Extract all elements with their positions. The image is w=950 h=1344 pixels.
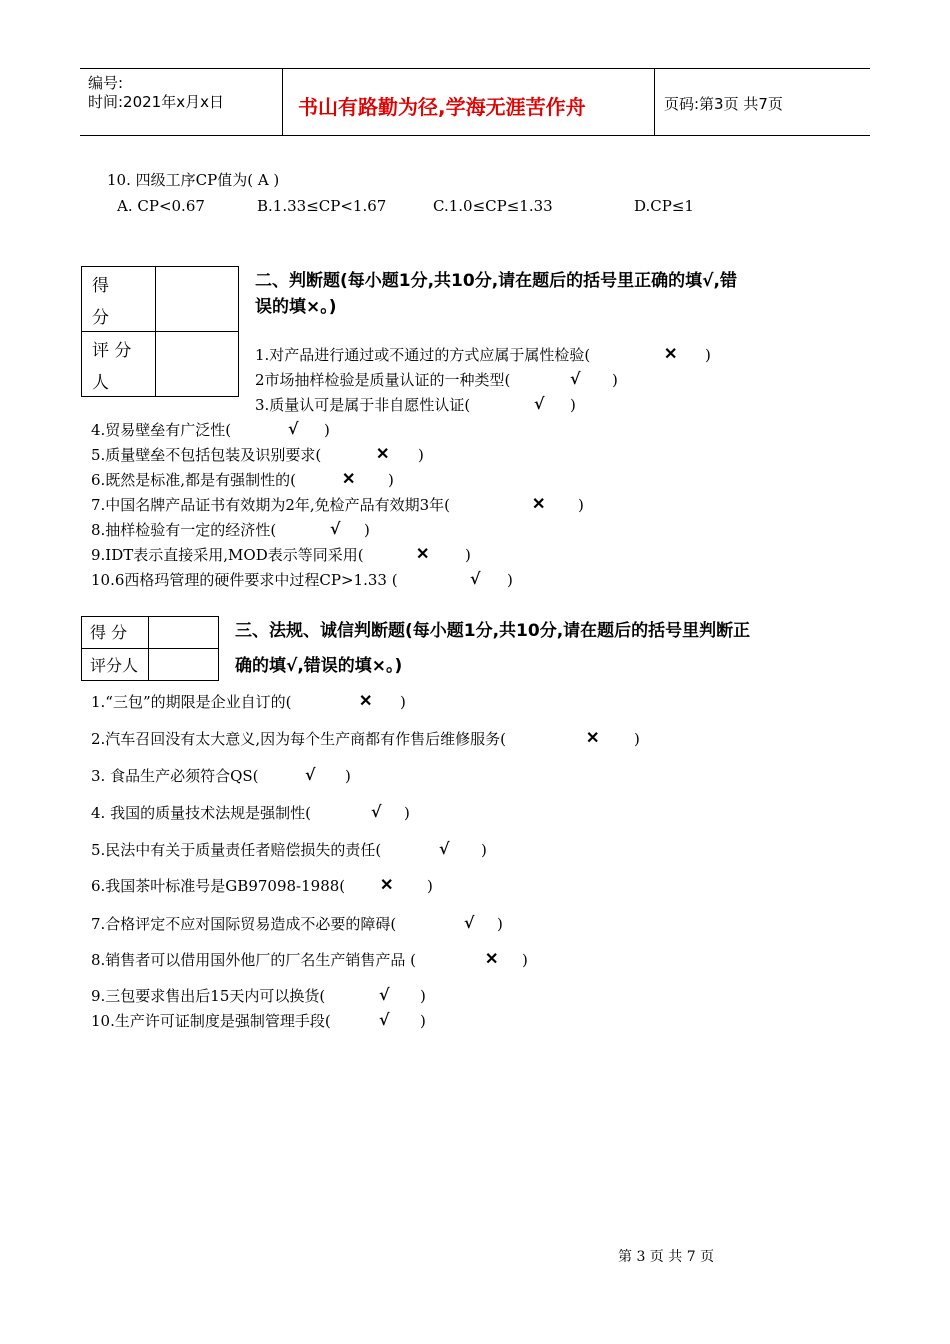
close-paren: ) <box>570 396 576 414</box>
check-mark-icon: √ <box>439 839 450 858</box>
item-text: 1.对产品进行通过或不通过的方式应属于属性检验( <box>255 346 591 364</box>
cross-mark-icon: ✕ <box>586 728 600 747</box>
section3-title-line1: 三、法规、诚信判断题(每小题1分,共10分,请在题后的括号里判断正 <box>235 621 751 641</box>
section2-title-line2: 误的填×。) <box>255 297 337 317</box>
close-paren: ) <box>404 804 410 822</box>
option-d: D.CP≤1 <box>634 197 694 215</box>
item-text: 10.生产许可证制度是强制管理手段( <box>91 1012 331 1030</box>
check-mark-icon: √ <box>371 802 382 821</box>
score-label-1: 得 <box>92 276 109 296</box>
close-paren: ) <box>507 571 513 589</box>
cross-mark-icon: ✕ <box>485 949 499 968</box>
item-text: 10.6西格玛管理的硬件要求中过程CP>1.33 ( <box>91 571 398 589</box>
option-b: B.1.33≤CP<1.67 <box>257 197 387 215</box>
cross-mark-icon: ✕ <box>376 444 390 463</box>
close-paren: ) <box>481 841 487 859</box>
cross-mark-icon: ✕ <box>380 875 394 894</box>
check-mark-icon: √ <box>464 913 475 932</box>
option-a: A. CP<0.67 <box>117 197 205 215</box>
item-text: 3. 食品生产必须符合QS( <box>91 767 259 785</box>
check-mark-icon: √ <box>379 985 390 1004</box>
item-text: 2市场抽样检验是质量认证的一种类型( <box>255 371 511 389</box>
grader-label: 评分人 <box>90 656 139 675</box>
item-text: 8.抽样检验有一定的经济性( <box>91 521 277 539</box>
item-text: 2.汽车召回没有太大意义,因为每个生产商都有作售后维修服务( <box>91 730 506 748</box>
section2-title-line1: 二、判断题(每小题1分,共10分,请在题后的括号里正确的填√,错 <box>255 271 737 291</box>
close-paren: ) <box>427 877 433 895</box>
check-mark-icon: √ <box>330 519 341 538</box>
check-mark-icon: √ <box>288 419 299 438</box>
close-paren: ) <box>324 421 330 439</box>
close-paren: ) <box>705 346 711 364</box>
cross-mark-icon: ✕ <box>664 344 678 363</box>
item-text: 9.三包要求售出后15天内可以换货( <box>91 987 326 1005</box>
item-text: 5.质量壁垒不包括包装及识别要求( <box>91 446 322 464</box>
close-paren: ) <box>418 446 424 464</box>
item-text: 3.质量认可是属于非自愿性认证( <box>255 396 471 414</box>
motto: 书山有路勤为径,学海无涯苦作舟 <box>298 95 586 119</box>
close-paren: ) <box>612 371 618 389</box>
section3-title-line2: 确的填√,错误的填×。) <box>235 656 403 676</box>
close-paren: ) <box>465 546 471 564</box>
close-paren: ) <box>578 496 584 514</box>
item-text: 7.合格评定不应对国际贸易造成不必要的障碍( <box>91 915 397 933</box>
item-text: 7.中国名牌产品证书有效期为2年,免检产品有效期3年( <box>91 496 451 514</box>
close-paren: ) <box>388 471 394 489</box>
item-text: 4.贸易壁垒有广泛性( <box>91 421 232 439</box>
item-text: 9.IDT表示直接采用,MOD表示等同采用( <box>91 546 364 564</box>
item-text: 4. 我国的质量技术法规是强制性( <box>91 804 311 822</box>
close-paren: ) <box>634 730 640 748</box>
check-mark-icon: √ <box>470 569 481 588</box>
check-mark-icon: √ <box>534 394 545 413</box>
question-stem: 10. 四级工序CP值为( A ) <box>107 171 280 189</box>
close-paren: ) <box>364 521 370 539</box>
item-text: 6.我国茶叶标准号是GB97098-1988( <box>91 877 346 895</box>
close-paren: ) <box>345 767 351 785</box>
code-label: 编号: <box>88 74 124 92</box>
close-paren: ) <box>400 693 406 711</box>
close-paren: ) <box>420 1012 426 1030</box>
cross-mark-icon: ✕ <box>359 691 373 710</box>
item-text: 1.“三包”的期限是企业自订的( <box>91 693 292 711</box>
item-text: 8.销售者可以借用国外他厂的厂名生产销售产品 ( <box>91 951 416 969</box>
cross-mark-icon: ✕ <box>342 469 356 488</box>
score-label: 得 分 <box>90 623 128 642</box>
cross-mark-icon: ✕ <box>532 494 546 513</box>
page-info: 页码:第3页 共7页 <box>664 95 783 113</box>
option-c: C.1.0≤CP≤1.33 <box>433 197 553 215</box>
score-label-2: 分 <box>92 308 109 328</box>
page-footer: 第 3 页 共 7 页 <box>618 1249 715 1265</box>
item-text: 5.民法中有关于质量责任者赔偿损失的责任( <box>91 841 382 859</box>
item-text: 6.既然是标准,都是有强制性的( <box>91 471 296 489</box>
check-mark-icon: √ <box>379 1010 390 1029</box>
grader-label-1: 评 分 <box>92 341 132 361</box>
close-paren: ) <box>420 987 426 1005</box>
close-paren: ) <box>497 915 503 933</box>
grader-label-2: 人 <box>92 373 109 393</box>
date-label: 时间:2021年x月x日 <box>88 93 224 111</box>
check-mark-icon: √ <box>570 369 581 388</box>
cross-mark-icon: ✕ <box>416 544 430 563</box>
check-mark-icon: √ <box>305 765 316 784</box>
close-paren: ) <box>522 951 528 969</box>
